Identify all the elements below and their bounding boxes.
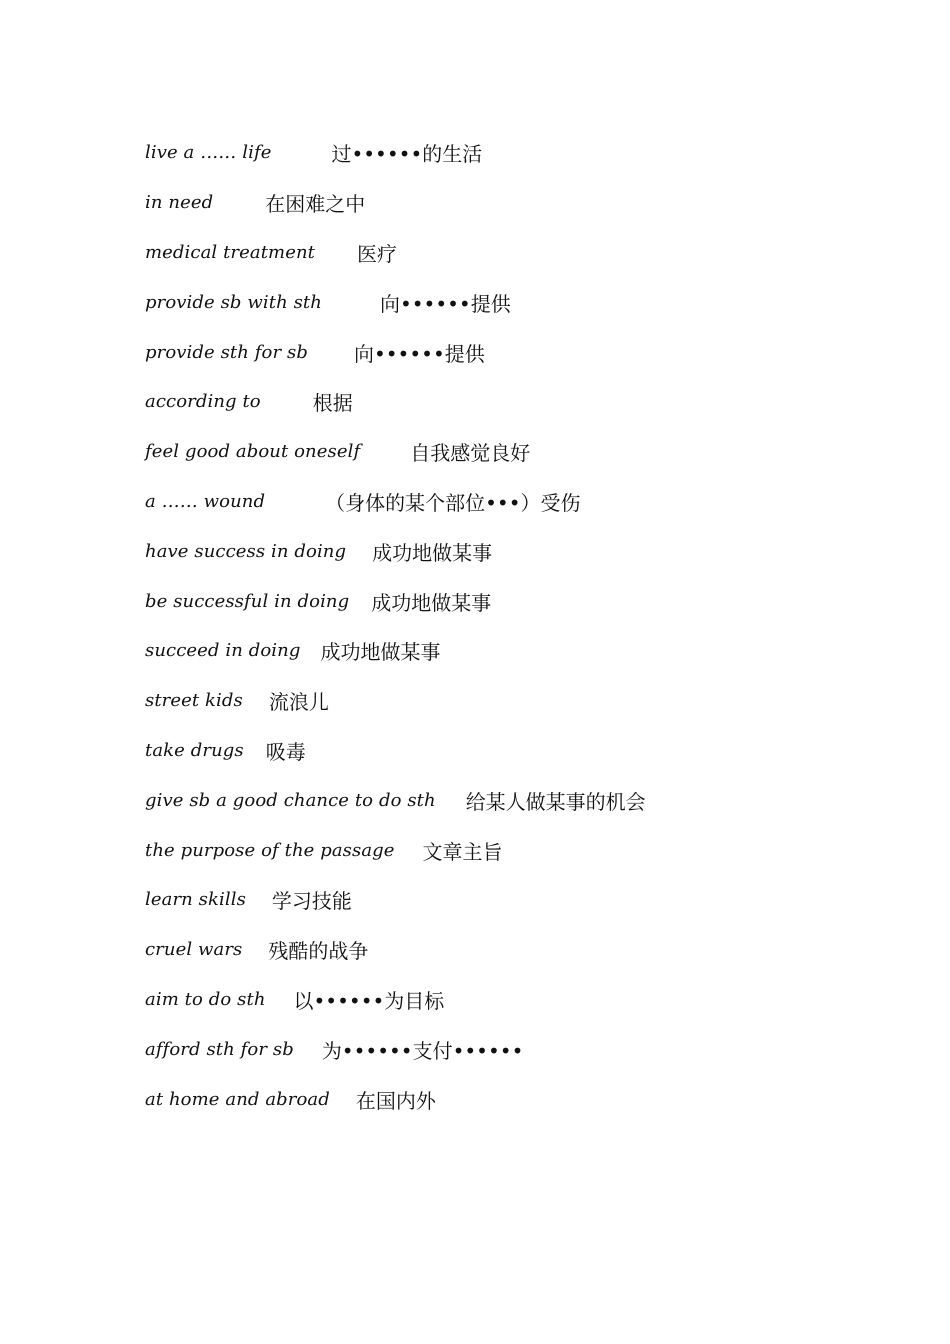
- chinese-meaning: 医疗: [357, 241, 397, 266]
- phrase-row: [145, 626, 845, 676]
- phrase-row: [145, 128, 845, 178]
- phrase-row: [145, 228, 845, 278]
- chinese-meaning: 为••••••支付••••••: [321, 1038, 524, 1063]
- english-phrase: provide sb with sth: [145, 291, 322, 313]
- phrase-row: [145, 726, 845, 776]
- chinese-meaning: 自我感觉良好: [410, 441, 531, 466]
- chinese-meaning: 成功地做某事: [371, 590, 492, 615]
- phrase-row: [145, 925, 845, 975]
- english-phrase: in need: [145, 192, 214, 214]
- phrase-row: [145, 975, 845, 1025]
- chinese-meaning: 向••••••提供: [379, 291, 511, 316]
- phrase-row: [145, 526, 845, 576]
- phrase-row: [145, 477, 845, 527]
- english-phrase: the purpose of the passage: [145, 839, 395, 861]
- english-phrase: according to: [145, 391, 261, 413]
- english-phrase: provide sth for sb: [145, 341, 308, 363]
- phrase-row: [145, 277, 845, 327]
- chinese-meaning: 给某人做某事的机会: [465, 789, 646, 814]
- phrase-row: [145, 1024, 845, 1074]
- phrase-row: [145, 825, 845, 875]
- chinese-meaning: 流浪儿: [268, 690, 329, 715]
- phrase-row: [145, 1074, 845, 1124]
- chinese-meaning: 以••••••为目标: [293, 988, 445, 1013]
- chinese-meaning: 在困难之中: [265, 192, 366, 217]
- phrase-row: [145, 875, 845, 925]
- english-phrase: have success in doing: [145, 540, 347, 562]
- chinese-meaning: 文章主旨: [422, 839, 503, 864]
- english-phrase: feel good about oneself: [145, 441, 361, 463]
- english-phrase: at home and abroad: [145, 1088, 330, 1110]
- chinese-meaning: （身体的某个部位•••）受伤: [325, 490, 581, 515]
- phrase-row: [145, 576, 845, 626]
- english-phrase: be successful in doing: [145, 590, 350, 612]
- english-phrase: aim to do sth: [145, 988, 266, 1010]
- phrase-row: [145, 178, 845, 228]
- phrase-row: [145, 427, 845, 477]
- phrase-row: [145, 775, 845, 825]
- english-phrase: give sb a good chance to do sth: [145, 789, 436, 811]
- phrase-row: [145, 377, 845, 427]
- chinese-meaning: 吸毒: [265, 739, 306, 764]
- phrase-row: [145, 676, 845, 726]
- chinese-meaning: 残酷的战争: [268, 939, 369, 964]
- english-phrase: medical treatment: [145, 241, 315, 263]
- english-phrase: succeed in doing: [145, 640, 301, 662]
- phrase-list: [145, 128, 845, 1124]
- chinese-meaning: 根据: [312, 391, 353, 416]
- english-phrase: learn skills: [145, 889, 246, 911]
- english-phrase: take drugs: [145, 739, 244, 761]
- chinese-meaning: 成功地做某事: [372, 540, 493, 565]
- english-phrase: afford sth for sb: [145, 1038, 294, 1060]
- chinese-meaning: 学习技能: [271, 889, 352, 914]
- chinese-meaning: 向••••••提供: [353, 341, 485, 366]
- chinese-meaning: 过••••••的生活: [331, 142, 483, 167]
- chinese-meaning: 在国内外: [355, 1088, 436, 1113]
- english-phrase: live a …… life: [145, 142, 272, 164]
- chinese-meaning: 成功地做某事: [320, 640, 441, 665]
- phrase-row: [145, 327, 845, 377]
- english-phrase: street kids: [145, 690, 243, 712]
- english-phrase: cruel wars: [145, 939, 243, 961]
- english-phrase: a …… wound: [145, 490, 266, 512]
